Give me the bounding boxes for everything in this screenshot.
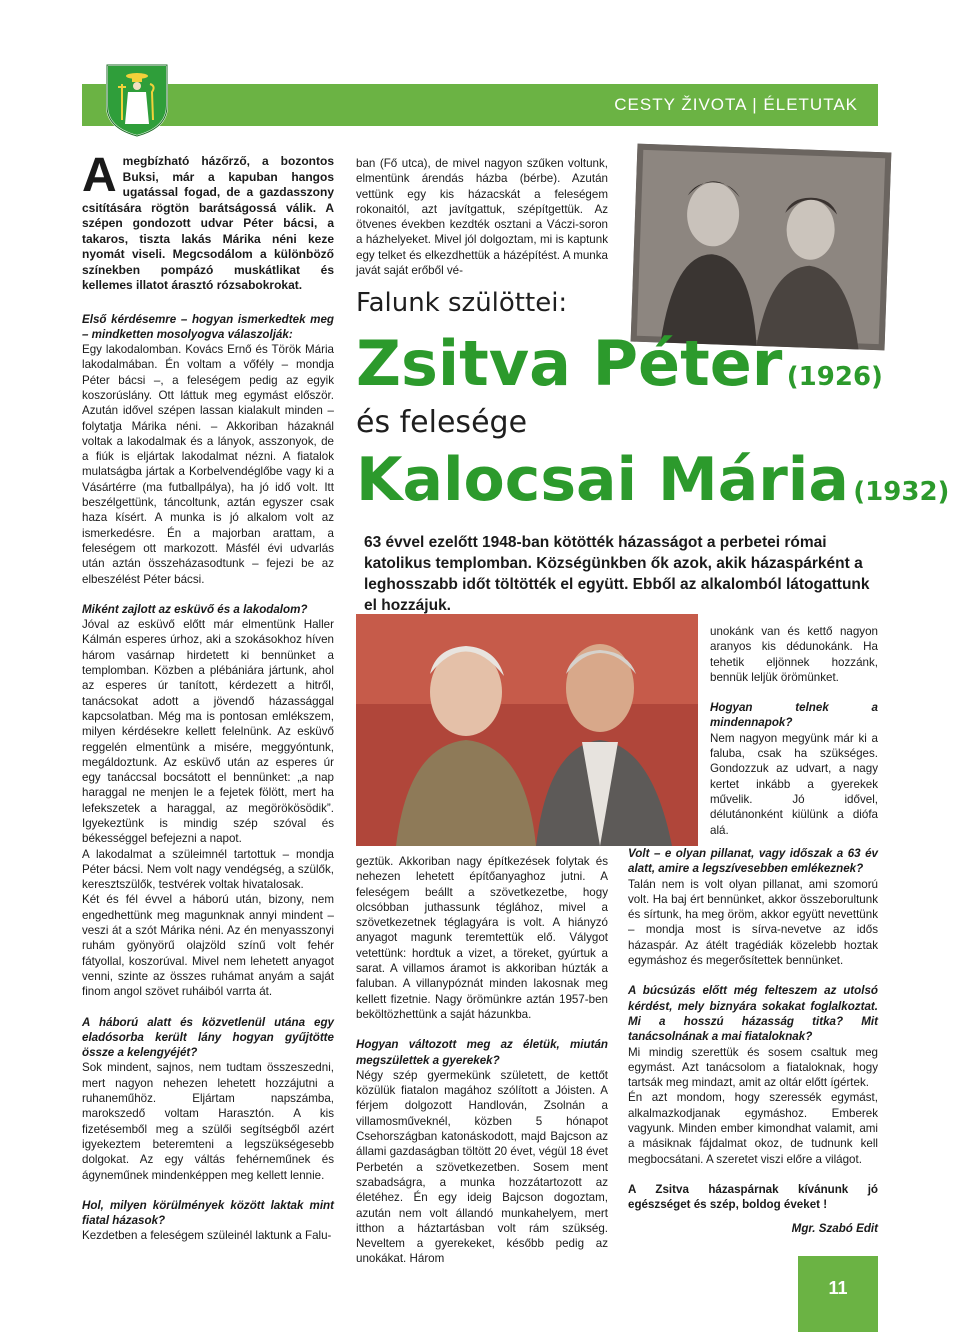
title-name-2 xyxy=(356,442,949,518)
column-3-intro: unokánk van és kettő nagyon aranyos kis dédunokánk. Ha tehetik eljönnek hozzánk, bennük leljük örömünket. xyxy=(710,625,878,684)
author-name: Mgr. Szabó Edit xyxy=(791,1221,878,1235)
answer-2b: A lakodalmat a szüleimnél tartottuk – mondja Péter bácsi. Nem volt nagy vendégség, a szülők, keresztszülők, testvérek voltak hivatalosak. xyxy=(82,847,334,892)
column-2-top-text: ban (Fő utca), de mivel nagyon szűken voltunk, elmentünk árendás házba (bérbe). Azután vettünk egy kis házacskát a feleségem rokonaitól, azt javítgattuk, szépítgettük. Az ötvenes években kezdték osztani a Váczi-soron a házhelyeket. Mivel jól dolgoztam, mi is kaptunk egy telket és elkezdhettük a házépítést. A munka javát saját erőből vé- xyxy=(356,157,608,278)
question-everyday: Hogyan telnek a mindennapok? xyxy=(710,701,878,730)
answer-secret-a: Mi mindig szerettük és sosem csaltuk meg egymást. Azt tanácsolom a fiataloknak, hogy tartsák meg mindazt, amit az oltár előtt ígértek. xyxy=(628,1045,878,1090)
question-memories: Volt – e olyan pillanat, vagy időszak a 63 év alatt, amire a legszívesebben emlékeznek? xyxy=(628,847,878,876)
husband-name: Zsitva Péter xyxy=(356,327,783,400)
article-column-4 xyxy=(628,846,878,1236)
question-1: Első kérdésemre – hogyan ismerkedtek meg – mindketten mosolyogva válaszolják: xyxy=(82,312,334,341)
question-4: Hol, milyen körülmények között laktak mint fiatal házasok? xyxy=(82,1198,334,1228)
answer-4: Kezdetben a feleségem szüleinél laktunk a Falu- xyxy=(82,1229,332,1243)
drop-cap: A xyxy=(82,149,117,202)
answer-3: Sok mindent, sajnos, nem tudtam összeszedni, mert nagyon nehezen lehetett hozzájutni a ruhaneműhöz. Eljártam napszámba, marokszedő voltam Harasztón. A kis fizetésemből meg a szülői segítségből azért igyekeztem beteremteni a legszükségesebb dolgokat. Az egy váltás fehérneműnek és ágyneműnek mindenképpen meg kellett lennie. xyxy=(82,1061,334,1182)
question-2: Miként zajlott az esküvő és a lakodalom? xyxy=(82,602,308,616)
question-secret: A búcsúzás előtt még felteszem az utolsó kérdést, mely biznyára sokakat foglalkoztat. Mi a hosszú házasság titka? Mit tanácsolnának a mai fiataloknak? xyxy=(628,984,878,1044)
lead-paragraph: 63 évvel ezelőtt 1948-ban kötötték házasságot a perbetei római katolikus templomban. Községünkben ők azok, akik házaspárként a leghosszabb időt töltötték el együtt. Ebből az alkalomból látogattunk el hozzájuk. xyxy=(364,534,870,614)
title-name-1 xyxy=(356,326,883,402)
title-connector: és felesége xyxy=(356,405,528,440)
intro-text: megbízható házőrző, a bozontos Buksi, már a kapuban hangos ugatással fogad, de a gazdasszony csitítására rögtön barátságossá válik. A szépen gondozott udvar Péter bácsi, a takaros, tiszta lakás Márika néni keze nyomát viseli. Megcsodálom a különböző színekben pompázó muskátlikat és kellemes illatot árasztó rózsabokrokat. xyxy=(82,154,334,292)
answer-memories: Talán nem is volt olyan pillanat, ami szomorú volt. Ha baj ért bennünket, akkor összeborultunk és sírtunk, ha meg öröm, akkor együtt nevettünk – mondja most is sírva-nevetve az idős házaspár. Az átélt tragédiák közelebb hoztak egymáshoz és megerősítettek bennünket. xyxy=(628,877,878,968)
closing-wish: A Zsitva házaspárnak kívánunk jó egészséget és szép, boldog éveket ! xyxy=(628,1182,878,1212)
wife-year: (1932) xyxy=(853,477,950,507)
article-column-2-top xyxy=(356,156,608,278)
article-column-1 xyxy=(82,149,334,1244)
article-column-2-bottom xyxy=(356,854,608,1267)
page-number-box xyxy=(798,1256,878,1332)
answer-children: Négy szép gyermekünk született, de kettőt közülük fiatalon magához szólított a Jóisten. A férjem dolgozott Handlován, Zsolnán a villamosműveknél, közben 5 hónapot Csehországban katonáskodott, majd Bajcson az állami gazdaságban töltött 20 évet, végül 18 évet Perbetén a szövetkezetben. Sosem ment szabadságra, a munka hozzátartozott az életéhez. Én egy ideig Bajcson dogoztam, azután nem volt állandó munkahelyem, mert itthon a háztartásban volt rám szükség. Neveltem a gyerekeket, később pedig az unokákat. Három xyxy=(356,1068,608,1266)
intro-paragraph xyxy=(82,149,334,294)
answer-2a: Jóval az esküvő előtt már elmentünk Haller Kálmán esperes úrhoz, aki a szokásokhoz híven három vasárnap hirdetett ki bennünket a templomban. Közben a plébániára jártunk, ahol az esperes úr tanított, kérdezett a hitről, tanácsokat adott a jövendő házassággal kapcsolatban. Még ma is pontosan emlékszem, milyen kérdésekre kellett felelnünk. Az esküvő reggelén elmentünk a misére, meggyóntunk, megáldoztunk. Az esküvő után az esperes úr egy tanáccsal bocsátott el bennünket: „a nap haraggal ne menjen le a fejetek fölött, mert ha lefekszetek a haraggal, az megörökösödik”. Igyekeztünk is mindig szép szóval és békességgel befejezni a napot. xyxy=(82,618,334,846)
article-column-3 xyxy=(710,624,878,838)
section-header-bar xyxy=(82,84,878,126)
page-number: 11 xyxy=(828,1278,848,1298)
answer-2c: Két és fél évvel a háború után, bizony, nem engedhettünk meg magunknak annyi mindent – veszi át a szót Márika néni. Az én menyasszonyi ruhám gyönyörű olajzöld színű volt fehér fátyollal, koszorúval. Mivel nem lehetett anyagot venni, szinte az összes ruhámat anyám a saját finom angol szövet ruháiból varrta át. xyxy=(82,893,334,999)
husband-year: (1926) xyxy=(786,362,883,392)
couple-photo xyxy=(356,614,698,846)
old-couple-photo xyxy=(631,144,892,351)
question-3: A háború alatt és közvetlenül utána egy eladósorba került lány hogyan gyűjtötte össze a kelengyéjét? xyxy=(82,1015,334,1060)
answer-secret-b: Én azt mondom, hogy szeressék egymást, alkalmazkodjanak egymáshoz. Emberek vagyunk. Minden ember kimondhat valamit, ami a másiknak fájdalmat okoz, de tudnunk kell megbocsátani. A szeretet viszi előre a világot. xyxy=(628,1091,878,1166)
section-title: CESTY ŽIVOTA | ÉLETUTAK xyxy=(614,95,858,114)
question-children: Hogyan változott meg az életük, miután megszülettek a gyerekek? xyxy=(356,1038,608,1067)
title-prefix: Falunk szülöttei: xyxy=(356,288,568,318)
wife-name: Kalocsai Mária xyxy=(356,445,849,515)
answer-everyday: Nem nagyon megyünk már ki a faluba, csak ha szükséges. Gondozzuk az udvart, a nagy kertet inkább a gyerekek művelik. Jó idővel, délutánonként kiülünk a diófa alá. xyxy=(710,731,878,837)
answer-1: Egy lakodalomban. Kovács Ernő és Török Mária lakodalmában. Én voltam a vőfély – mondja Péter bácsi –, a feleségem pedig az egyik koszorúslány. Ott láttuk meg egymást először. Azután idővel szépen lassan kialakult minden – folytatja Márika néni. – Akkoriban házaknál voltak a lakodalmak és a lányok, asszonyok, de a fiúk is eljártak lakodalmat nézni. A fiatalok mulatságba jártak a Korbelvendéglőbe vagy ki a Vásártérre (ma futballpálya), ha jó idő volt. Itt beszélgettünk, táncoltunk, aztán egyszer csak haza kísért. A munka is jó alkalom volt az ismerkedésre. Én a majorban arattam, a feleségem ott markozott. Másfél évi udvarlás után aztán összeházasodtunk – fejezi be az elbeszélést Péter bácsi. xyxy=(82,343,334,586)
village-crest-icon xyxy=(104,62,170,138)
column-2-bottom-p1: geztük. Akkoriban nagy építkezések folytak és nehezen lehetett építőanyaghoz jutni. A feleségem beállt a szövetkezetbe, hogy olcsóbban juthassunk téglához, mivel a szövetkezetnek téglagyára is volt. A hiányzó anyagot magunk teremtettük elő. Válygot vetettünk: hordtuk a vizet, a töreket, gyúrtuk a sarat. A villamos áramot is akkoriban húzták a faluban. A villanypóznát minden lakosnak meg kellett fizetnie. Nagy örömünkre aztán 1957-ben beköltözhettünk a saját házunkba. xyxy=(356,855,608,1021)
